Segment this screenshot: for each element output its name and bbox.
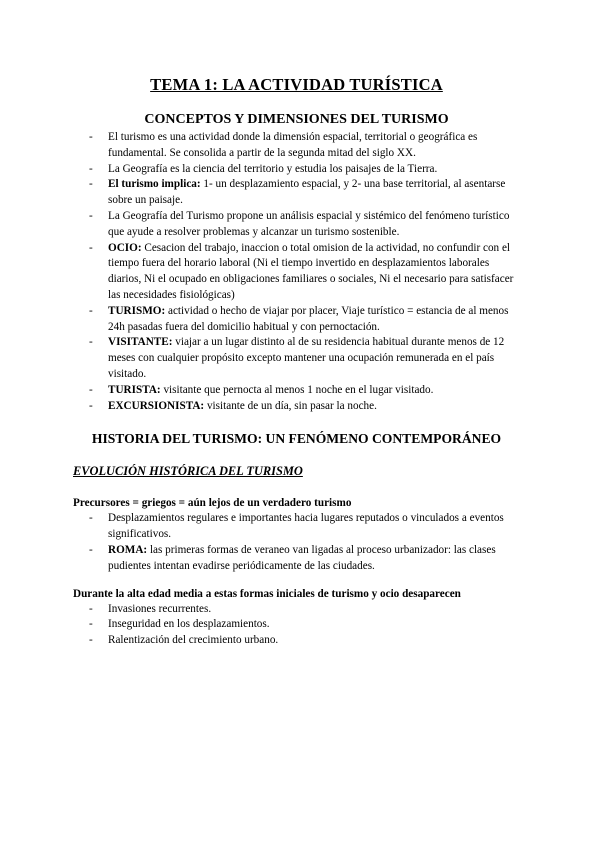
list-item: - TURISTA: visitante que pernocta al menos 1 noche en el lugar visitado. bbox=[73, 383, 520, 399]
list-item: - Inseguridad en los desplazamientos. bbox=[73, 617, 520, 633]
list-item: - Desplazamientos regulares e importantes hacia lugares reputados o vinculados a eventos significativos. bbox=[73, 511, 520, 543]
concepts-list bbox=[73, 130, 520, 414]
list-item: - TURISMO: actividad o hecho de viajar por placer, Viaje turístico = estancia de al menos 24h pasadas fuera del domicilio habitual y con pernoctación. bbox=[73, 304, 520, 336]
section-heading-concepts: CONCEPTOS Y DIMENSIONES DEL TURISMO bbox=[144, 112, 449, 127]
list-item: - La Geografía del Turismo propone un análisis espacial y sistémico del fenómeno turístico que ayude a resolver problemas y alcanzar un turismo sostenible. bbox=[73, 209, 520, 241]
subsection-heading-evolution: EVOLUCIÓN HISTÓRICA DEL TURISMO bbox=[73, 464, 303, 479]
section-heading-history: HISTORIA DEL TURISMO: UN FENÓMENO CONTEMPORÁNEO bbox=[91, 431, 502, 447]
list-item: - Invasiones recurrentes. bbox=[73, 602, 520, 618]
list-item: - OCIO: Cesacion del trabajo, inaccion o total omision de la actividad, no confundir con el tiempo fuera del horario laboral (Ni el tiempo invertido en desplazamientos laborales diarios, Ni el ocupado en obligaciones familiares o sociales, Ni el necesario para satisfacer las necesidades fisiológicas) bbox=[73, 241, 520, 304]
list-item: - VISITANTE: viajar a un lugar distinto al de su residencia habitual durante menos de 12 meses con cualquier propósito excepto mantener una ocupación remunerada en el país visitado. bbox=[73, 335, 520, 382]
precursors-heading: Precursores = griegos = aún lejos de un verdadero turismo bbox=[73, 497, 352, 510]
list-item: - ROMA: las primeras formas de veraneo van ligadas al proceso urbanizador: las clases pudientes intentan evadirse periódicamente de las ciudades. bbox=[73, 543, 520, 575]
list-item: - Ralentización del crecimiento urbano. bbox=[73, 633, 520, 649]
middle-ages-list bbox=[73, 602, 520, 649]
middle-ages-heading: Durante la alta edad media a estas formas iniciales de turismo y ocio desaparecen bbox=[73, 587, 461, 600]
page-title: TEMA 1: LA ACTIVIDAD TURÍSTICA bbox=[150, 75, 443, 94]
list-item: - La Geografía es la ciencia del territorio y estudia los paisajes de la Tierra. bbox=[73, 162, 520, 178]
precursors-list bbox=[73, 511, 520, 574]
list-item: - EXCURSIONISTA: visitante de un día, sin pasar la noche. bbox=[73, 399, 520, 415]
list-item: - El turismo es una actividad donde la dimensión espacial, territorial o geográfica es fundamental. Se consolida a partir de la segunda mitad del siglo XX. bbox=[73, 130, 520, 162]
list-item: - El turismo implica: 1- un desplazamiento espacial, y 2- una base territorial, al asentarse sobre un paisaje. bbox=[73, 177, 520, 209]
